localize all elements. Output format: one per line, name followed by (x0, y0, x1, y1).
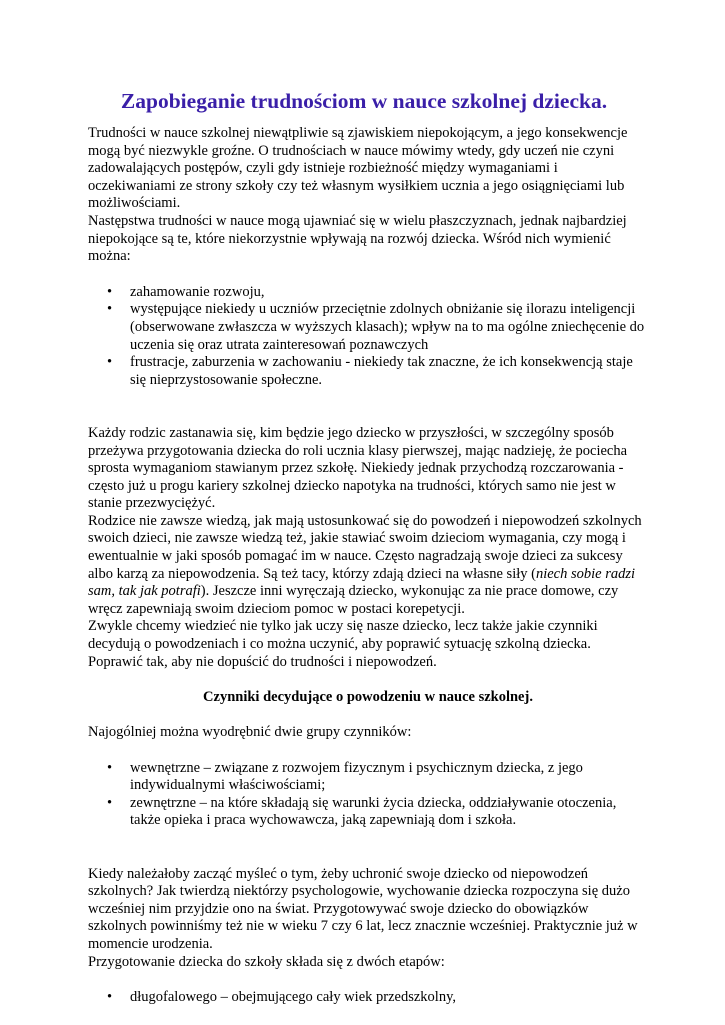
document-body (88, 125, 648, 1025)
stages-list (88, 989, 648, 1007)
intro-paragraph-1: Trudności w nauce szkolnej niewątpliwie są zjawiskiem niepokojącym, a jego konsekwencje mogą być niezwykle groźne. O trudnościach w nauce mówimy wtedy, gdy uczeń nie czyni zadowalających postępów, czyli gdy istnieje rozbieżność między wymaganiami i oczekiwaniami ze strony szkoły czy też własnym wysiłkiem ucznia a jego osiągnięciami lub możliwościami. (88, 125, 628, 212)
factors-list (88, 760, 648, 830)
consequences-list (88, 284, 648, 390)
list-item: • długofalowego – obejmującego cały wiek przedszkolny, (130, 989, 648, 1007)
factors-intro: Najogólniej można wyodrębnić dwie grupy czynników: (88, 724, 412, 740)
list-item: • zahamowanie rozwoju, (130, 284, 648, 302)
parents-paragraph-4: Poprawić tak, aby nie dopuścić do trudności i niepowodzeń. (88, 653, 437, 670)
parents-paragraph-1: Każdy rodzic zastanawia się, kim będzie jego dziecko w przyszłości, w szczególny sposób przeżywa przygotowania dziecka do roli ucznia klasy pierwszej, mając nadzieję, że pociecha sprosta wymaganiom stawianym przez szkołę. Niekiedy jednak przychodzą rozczarowania - często już u progu kariery szkolnej dziecko napotyka na trudności, których samo nie jest w stanie przezwyciężyć. (88, 424, 628, 512)
parents-paragraph-2-quote: niech sobie radzi sam, tak jak potrafi (88, 565, 636, 600)
list-item: • zewnętrzne – na które składają się warunki życia dziecka, oddziaływanie otoczenia, także opieka i praca wychowawcza, jaką zapewniają dom i szkoła. (130, 795, 648, 830)
parents-paragraph-3: Zwykle chcemy wiedzieć nie tylko jak uczy się nasze dziecko, lecz także jakie czynniki decydują o powodzeniach i co można uczynić, aby poprawić sytuację szkolną dziecka. (88, 618, 598, 653)
parents-paragraph-2 (88, 513, 648, 619)
parents-paragraph-2-text-b: ). Jeszcze inni wyręczają dziecko, wykonując za nie prace domowe, czy wręcz zapewniają swoim dzieciom pomoc w postaci korepetycji. (88, 583, 619, 617)
parents-paragraph-2-text-a: Rodzice nie zawsze wiedzą, jak mają ustosunkować się do powodzeń i niepowodzeń szkolnych swoich dzieci, nie zawsze wiedzą też, jakie stawiać swoim dzieciom wymagania, czy mogą i ewentualnie w jaki sposób pomagać im w nauce. Często nagradzają swoje dzieci za sukcesy albo karzą za niepowodzenia. Są też tacy, którzy zdają dzieci na własne siły ( (88, 512, 642, 582)
section-subheading: Czynniki decydujące o powodzeniu w nauce szkolnej. (203, 688, 533, 705)
when-paragraph-2: Przygotowanie dziecka do szkoły składa się z dwóch etapów: (88, 953, 445, 970)
intro-paragraph-2: Następstwa trudności w nauce mogą ujawniać się w wielu płaszczyznach, jednak najbardziej niepokojące są te, które niekorzystnie wpływają na rozwój dziecka. Wśród nich wymienić można: (88, 212, 627, 265)
list-item: • frustracje, zaburzenia w zachowaniu - niekiedy tak znaczne, że ich konsekwencją staje się nieprzystosowanie społeczne. (130, 354, 648, 389)
list-item: • wewnętrzne – związane z rozwojem fizycznym i psychicznym dziecka, z jego indywidualnymi właściwościami; (130, 760, 648, 795)
list-item: • występujące niekiedy u uczniów przeciętnie zdolnych obniżanie się ilorazu inteligencji (obserwowane zwłaszcza w wyższych klasach); wpływ na to ma ogólne zniechęcenie do uczenia się oraz utrata zainteresowań poznawczych (130, 301, 648, 354)
document-title: Zapobieganie trudnościom w nauce szkolnej dziecka. (120, 89, 608, 113)
when-paragraph-1: Kiedy należałoby zacząć myśleć o tym, żeby uchronić swoje dziecko od niepowodzeń szkolnych? Jak twierdzą niektórzy psychologowie, wychowanie dziecka rozpoczyna się dużo wcześniej nim przyjdzie ono na świat. Przygotowywać swoje dziecko do obowiązków szkolnych powinniśmy też nie w wieku 7 czy 6 lat, lecz znacznie wcześniej. Praktycznie już w momencie urodzenia. (88, 865, 638, 952)
